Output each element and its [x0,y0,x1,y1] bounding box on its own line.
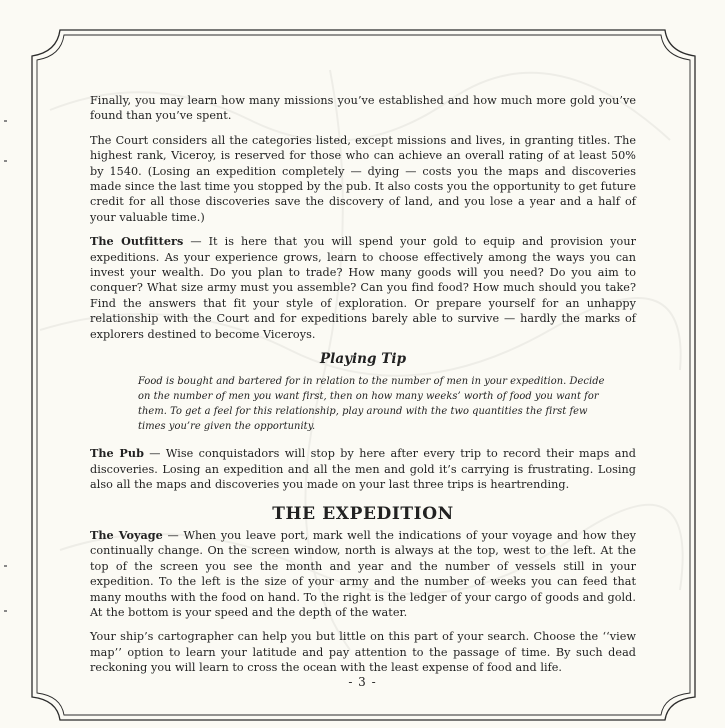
pub-body: — Wise conquistadors will stop by here after every trip to record their maps and discoveries. Losing an expedition and all the men and gold it’s carrying is frustrating. Losing also all the maps and discoveries you made on your last three trips is heartrending. [90,447,636,492]
voyage-body: — When you leave port, mark well the indications of your voyage and how they continually change. On the screen window, north is always at the top, west to the left. At the top of the screen you see the month and year and the number of vessels still in your expedition. To the left is the size of your army and the number of weeks you can feed that many mouths with the food on hand. To the right is the ledger of your cargo of goods and gold. At the bottom is your speed and the depth of the water. [90,528,636,619]
pub-heading: The Pub [90,446,144,461]
voyage-heading: The Voyage [90,527,163,542]
outfitters-body: — It is here that you will spend your gold to equip and provision your expeditions. As your experience grows, learn to choose effectively among the ways you can invest your wealth. Do you plan to trade? How many goods will you need? Do you aim to conquer? What size army must you assemble? Can you find food? How much should you take? Find the answers that fit your style of exploration. Or prepare yourself for an unhappy relationship with the Court and for expeditions barely able to survive — hardly the marks of explorers destined to become Viceroys. [90,235,636,341]
playing-tip-body: Food is bought and bartered for in relation to the number of men in your expedition. Decide on the number of men you want first, then on how many weeks’ worth of food you want for them. To get a feel for this relationship, play around with the two quantities the first few times you’re given the opportunity. [138,375,605,433]
paragraph-cartographer: Your ship’s cartographer can help you but little on this part of your search. Choose the ‘‘view map’’ option to learn your latitude and pay attention to the passage of time. By such dead reckoning you will learn to cross the ocean with the least expense of food and life. [90,630,636,675]
playing-tip-heading: Playing Tip [319,351,407,368]
paragraph-pub [90,446,636,492]
paragraph-outfitters [90,234,636,342]
outfitters-heading: The Outfitters [90,234,184,249]
margin-tick [4,610,7,612]
margin-tick [4,120,7,122]
margin-tick [4,160,7,162]
paragraph-voyage [90,528,636,620]
expedition-section-heading: THE EXPEDITION [272,503,454,524]
paragraph-missions-gold: Finally, you may learn how many missions you’ve established and how much more gold you’ve found than you’ve spent. [90,94,636,123]
margin-tick [4,565,7,567]
paragraph-court-titles: The Court considers all the categories listed, except missions and lives, in granting titles. The highest rank, Viceroy, is reserved for those who can achieve an overall rating of at least 50% by 1540. (Losing an expedition completely — dying — costs you the maps and discoveries made since the last time you stopped by the pub. It also costs you the opportunity to get future credit for all those discoveries save the discovery of land, and you lose a year and a half of your valuable time.) [90,133,636,224]
page-number: - 3 - [348,675,377,689]
page-body [90,93,636,685]
